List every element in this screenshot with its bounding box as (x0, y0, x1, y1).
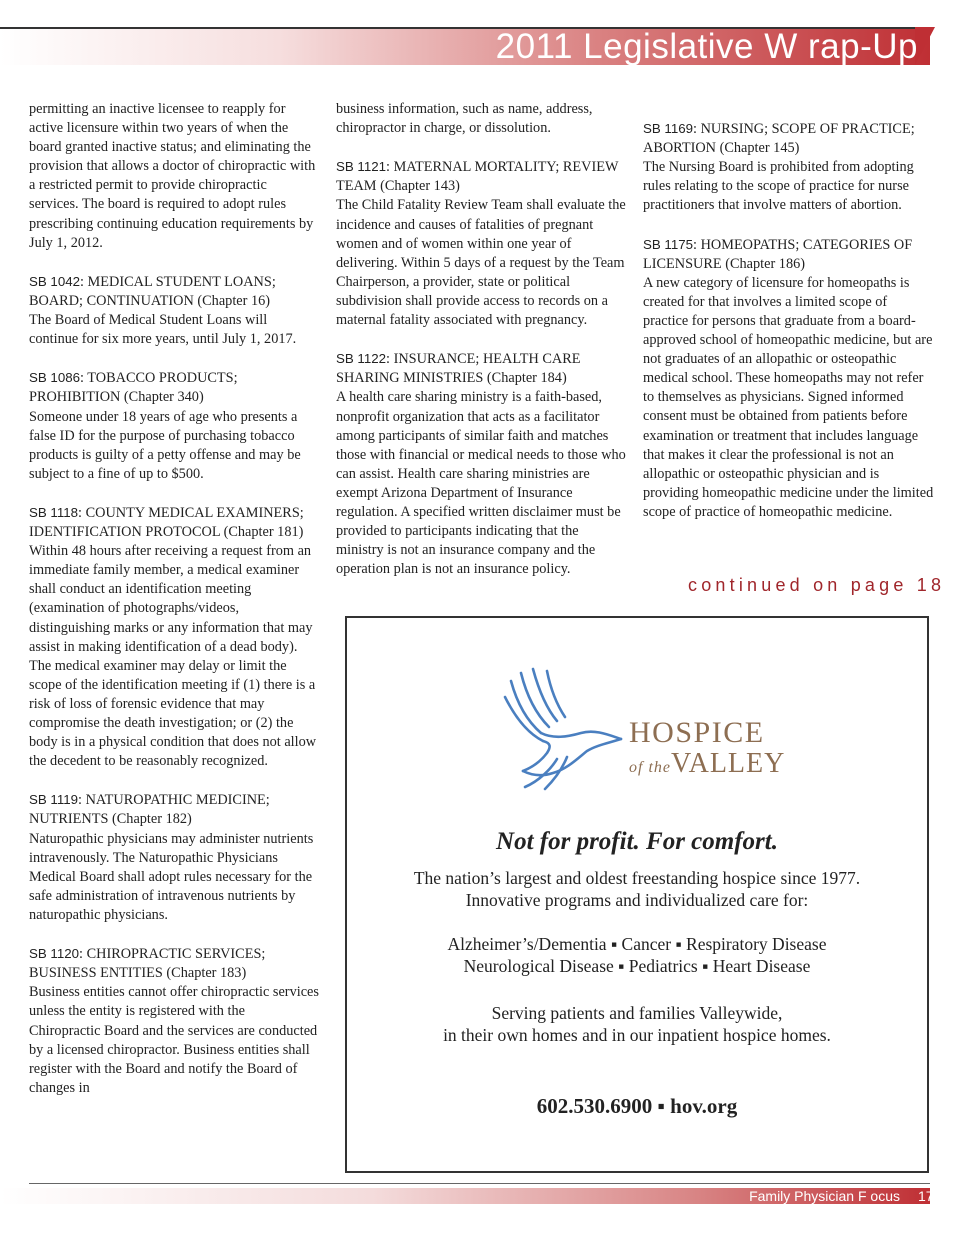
bill-summary: Within 48 hours after receiving a request from an immediate family member, a medical examiner shall conduct an identification meeting (examination of photographs/videos, distinguishing marks or any information that may assist in making identification of a dead body). The medical examiner may delay or limit the scope of the identification meeting if (1) there is a risk of loss of forensic evidence that may compromise the death investigation; or (2) the body is in a physical condition that does not allow the decedent to be reasonably recognized. (29, 543, 317, 770)
bill-number: SB 1121 (336, 159, 387, 175)
bill-summary: The Child Fatality Review Team shall evaluate the incidence and causes of fatalities of pregnant women and of women within one year of delivering. Within 5 days of a request by the Team Chairperson, a provider, state or political subdivision shall provide access to records on a maternal fatality associated with pregnancy. (336, 197, 626, 329)
article-column-3 (643, 119, 935, 541)
bill-summary: Naturopathic physicians may administer nutrients intravenously. The Naturopathic Physicians Medical Board shall adopt rules necessary for the safe administration of intravenous nutrients by naturopathic physicians. (29, 830, 314, 923)
ad-tagline: Not for profit. For comfort. (496, 828, 778, 855)
bill-number: SB 1042 (29, 273, 81, 289)
bill-number: SB 1169 (643, 121, 694, 136)
bill-sb1120 (29, 944, 319, 1098)
bill-heading: : NATUROPATHIC MEDICINE; NUTRIENTS (Chapter 182) (29, 792, 270, 828)
ad-description-line-2: Innovative programs and individualized care for: (465, 890, 809, 910)
bill-heading: : HOMEOPATHS; CATEGORIES OF LICENSURE (Chapter 186) (643, 236, 913, 272)
ad-serving-line-1: Serving patients and families Valleywide, (491, 1003, 783, 1023)
brand-subtitle (629, 749, 785, 783)
page-title: 2011 Legislative W rap-Up (495, 27, 918, 66)
bill-sb1169 (643, 119, 935, 215)
bill-heading: : INSURANCE; HEALTH CARE SHARING MINISTRIES (Chapter 184) (336, 351, 581, 387)
bill-sb1086 (29, 368, 319, 484)
bill-summary: A health care sharing ministry is a faith-based, nonprofit organization that acts as a facilitator among participants of similar faith and matches those with financial or medical needs to those who can assist. Health care sharing ministries are exempt Arizona Department of Insurance regulation. A specified written disclaimer must be provided to participants indicating that the ministry is not an insurance company and the operation plan is not an insurance policy. (336, 389, 626, 578)
header-banner-slant (915, 27, 935, 65)
ad-contact[interactable]: 602.530.6900 ▪ hov.org (536, 1094, 738, 1118)
article-column-2 (336, 100, 628, 598)
bill-sb1122 (336, 349, 628, 579)
bill-number: SB 1175 (643, 236, 694, 252)
publication-name: Family Physician F ocus (749, 1188, 900, 1204)
bill-number: SB 1118 (29, 504, 79, 520)
bill-summary: Business entities cannot offer chiropractic services unless the entity is registered with the Chiropractic Board and the services are conducted by a licensed chiropractor. Business entities shall register with the Board and notify the Board of changes in (29, 984, 319, 1096)
page-number: 17 (918, 1188, 934, 1204)
bill-summary: The Board of Medical Student Loans will continue for six more years, until July 1, 2017. (29, 312, 297, 348)
brand-of-the: of the (629, 759, 671, 776)
bill-heading: : COUNTY MEDICAL EXAMINERS; IDENTIFICATION PROTOCOL (Chapter 181) (29, 504, 304, 541)
bill-summary: A new category of licensure for homeopaths is created for that involves a limited scope of practice for persons that graduate from a board-approved school of homeopathic medicine, but are not graduates of an allopathic or osteopathic medical school. These homeopaths may not refer to themselves as physicians. Signed informed consent must be obtained from patients before examination or treatment that includes language that makes it clear the professional is not an allopathic or osteopathic physician and is providing homeopathic medicine under the limited scope of practice of homeopathic medicine. (643, 274, 934, 520)
continued-paragraph: business information, such as name, address, chiropractor in charge, or dissolution. (336, 101, 593, 137)
brand-valley: VALLEY (671, 748, 786, 779)
bill-heading: : CHIROPRACTIC SERVICES; BUSINESS ENTITIES (Chapter 183) (29, 946, 266, 982)
bill-sb1119 (29, 790, 319, 925)
dove-hand-logo-icon (497, 663, 627, 793)
bill-summary: The Nursing Board is prohibited from adopting rules relating to the scope of practice for nurse practitioners that involve matters of abortion. (643, 159, 914, 214)
bill-heading: : MEDICAL STUDENT LOANS; BOARD; CONTINUATION (Chapter 16) (29, 273, 276, 309)
footer-rule (29, 1183, 930, 1184)
bill-number: SB 1122 (336, 351, 387, 367)
hospice-advertisement[interactable] (345, 616, 929, 1173)
ad-serving-line-2: in their own homes and in our inpatient hospice homes. (443, 1025, 831, 1045)
bill-heading: : TOBACCO PRODUCTS; PROHIBITION (Chapter 340) (29, 370, 238, 406)
brand-name: HOSPICE (629, 716, 765, 749)
bill-number: SB 1086 (29, 370, 81, 386)
continued-link[interactable]: continued on page 18 (688, 575, 946, 595)
ad-description-line-1: The nation’s largest and oldest freestanding hospice since 1977. (413, 868, 861, 888)
bill-summary: Someone under 18 years of age who presents a false ID for the purpose of purchasing tobacco products is guilty of a petty offense and may be subject to a fine of up to $500. (29, 408, 301, 482)
article-column-1 (29, 100, 319, 1117)
bill-sb1042 (29, 272, 319, 349)
ad-services-line-1: Alzheimer’s/Dementia ▪ Cancer ▪ Respiratory Disease (447, 934, 827, 954)
bill-sb1118 (29, 503, 319, 771)
bill-number: SB 1120 (29, 946, 80, 962)
bill-sb1121 (336, 157, 628, 330)
continued-paragraph: permitting an inactive licensee to reapply for active licensure within two years of when the board granted inactive status; and eliminating the provision that allows a doctor of chiropractic with a restricted permit to provide chiropractic services. The board is required to adopt rules prescribing continuing education requirements by July 1, 2012. (29, 101, 316, 251)
bill-sb1175 (643, 235, 935, 522)
bill-heading: : NURSING; SCOPE OF PRACTICE; ABORTION (Chapter 145) (643, 121, 915, 157)
ad-services-line-2: Neurological Disease ▪ Pediatrics ▪ Heart Disease (463, 956, 811, 976)
bill-heading: : MATERNAL MORTALITY; REVIEW TEAM (Chapter 143) (336, 159, 619, 195)
bill-number: SB 1119 (29, 792, 79, 808)
